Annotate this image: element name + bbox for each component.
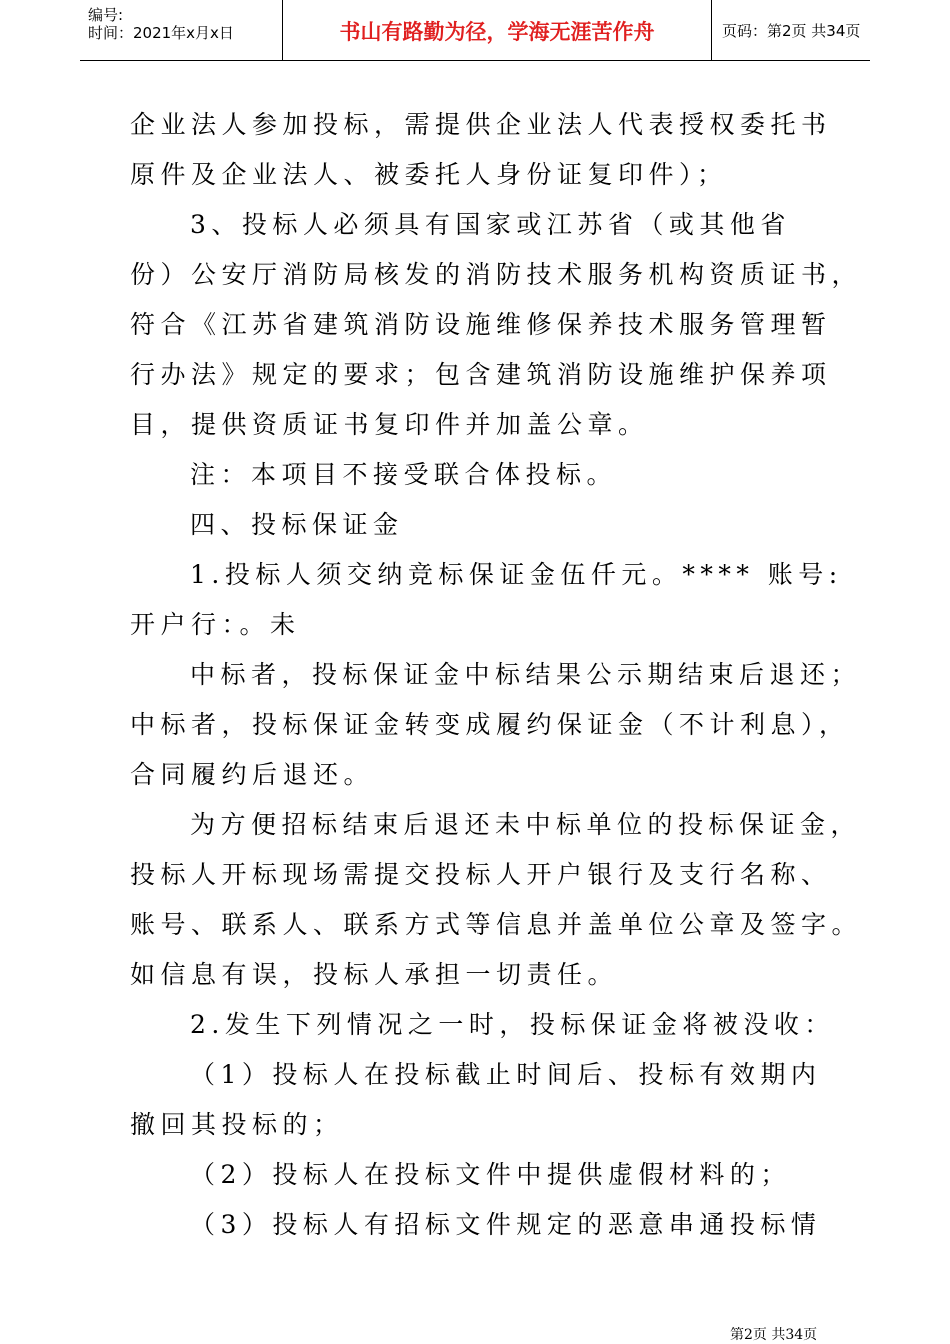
page-footer: 第2页 共34页 xyxy=(730,1327,818,1343)
page-header xyxy=(80,0,870,61)
body-line: 投标人开标现场需提交投标人开户银行及支行名称、 xyxy=(130,860,832,889)
header-motto: 书山有路勤为径，学海无涯苦作舟 xyxy=(339,20,655,44)
body-line: 合同履约后退还。 xyxy=(130,760,375,789)
body-line: 如信息有误，投标人承担一切责任。 xyxy=(130,960,619,989)
body-line: （2）投标人在投标文件中提供虚假材料的； xyxy=(190,1160,791,1189)
body-line: 目，提供资质证书复印件并加盖公章。 xyxy=(130,410,649,439)
document-time-label: 时间：2021年x月x日 xyxy=(88,24,234,42)
body-line: 注：本项目不接受联合体投标。 xyxy=(190,460,618,489)
body-line: 账号、联系人、联系方式等信息并盖单位公章及签字。 xyxy=(130,910,863,939)
body-line: 企业法人参加投标，需提供企业法人代表授权委托书 xyxy=(130,110,832,139)
header-page-code: 页码：第2页 共34页 xyxy=(722,22,861,40)
body-line: 符合《江苏省建筑消防设施维修保养技术服务管理暂 xyxy=(130,310,832,339)
document-number-label: 编号: xyxy=(88,6,124,24)
body-line: 为方便招标结束后退还未中标单位的投标保证金， xyxy=(190,810,862,839)
body-line: 四、投标保证金 xyxy=(190,510,404,539)
body-line: （1）投标人在投标截止时间后、投标有效期内 xyxy=(190,1060,822,1089)
header-page-cell xyxy=(712,0,870,60)
body-line: 3、投标人必须具有国家或江苏省（或其他省 xyxy=(190,210,791,239)
body-line: 1.投标人须交纳竞标保证金伍仟元。**** 账号: xyxy=(190,560,843,589)
body-line: 撤回其投标的； xyxy=(130,1110,344,1139)
body-line: 中标者，投标保证金转变成履约保证金（不计利息）， xyxy=(130,710,850,739)
body-line: （3）投标人有招标文件规定的恶意串通投标情 xyxy=(190,1210,822,1239)
body-line: 份）公安厅消防局核发的消防技术服务机构资质证书， xyxy=(130,260,863,289)
header-meta-cell xyxy=(80,0,280,60)
body-line: 2.发生下列情况之一时，投标保证金将被没收： xyxy=(190,1010,835,1039)
document-body xyxy=(130,100,863,1250)
body-line: 原件及企业法人、被委托人身份证复印件）； xyxy=(130,160,728,189)
body-line: 行办法》规定的要求；包含建筑消防设施维护保养项 xyxy=(130,360,832,389)
body-line: 开户行：。未 xyxy=(130,610,301,639)
body-line: 中标者，投标保证金中标结果公示期结束后退还； xyxy=(190,660,862,689)
header-motto-cell xyxy=(282,0,712,60)
